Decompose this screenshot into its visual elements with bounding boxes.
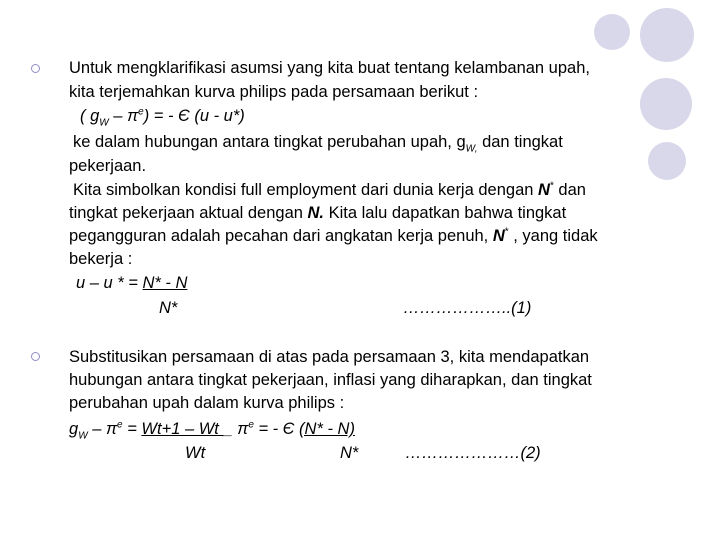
text-line: ke dalam hubungan antara tingkat perubahan upah, $g_{W,}$ dan tingkat: [73, 133, 563, 155]
equation-3-denominator: Wt: [185, 444, 206, 462]
text-line: Untuk mengklarifikasi asumsi yang kita buat tentang kelambanan upah,: [69, 59, 590, 77]
decor-circle: [648, 142, 686, 180]
equation-1: ( $g_W - \pi^e$) = - Є (u - u*): [80, 106, 245, 129]
text-line: Substitusikan persamaan di atas pada persamaan 3, kita mendapatkan: [69, 348, 590, 366]
text-line: pekerjaan.: [69, 157, 147, 175]
equation-3: $g_W - \pi^e = Wt+1 - Wt$ _ $\pi^e$ = - Є (N* - N): [69, 419, 355, 442]
bullet-icon: [31, 352, 40, 361]
equation-2-ref: ………………..(1): [403, 299, 532, 317]
text-line: perubahan upah dalam kurva philips :: [69, 394, 345, 412]
decor-circle: [594, 14, 630, 50]
text-line: tingkat pekerjaan aktual dengan N. Kita lalu dapatkan bahwa tingkat: [69, 204, 567, 222]
bullet-icon: [31, 64, 40, 73]
equation-3-denominator: N*: [340, 444, 359, 462]
decor-circle: [640, 8, 694, 62]
text-line: Kita simbolkan kondisi full employment dari dunia kerja dengan N* dan: [73, 180, 586, 199]
equation-2-denominator: N*: [159, 299, 178, 317]
equation-2: u – u * = N* - N: [76, 274, 188, 292]
decor-circle: [640, 78, 692, 130]
equation-3-ref: …………………(2): [405, 444, 541, 462]
text-line: hubungan antara tingkat pekerjaan, inflasi yang diharapkan, dan tingkat: [69, 371, 592, 389]
text-line: kita terjemahkan kurva philips pada persamaan berikut :: [69, 83, 479, 101]
text-line: pegangguran adalah pecahan dari angkatan kerja penuh, N* , yang tidak: [69, 226, 598, 245]
text-line: bekerja :: [69, 250, 133, 268]
